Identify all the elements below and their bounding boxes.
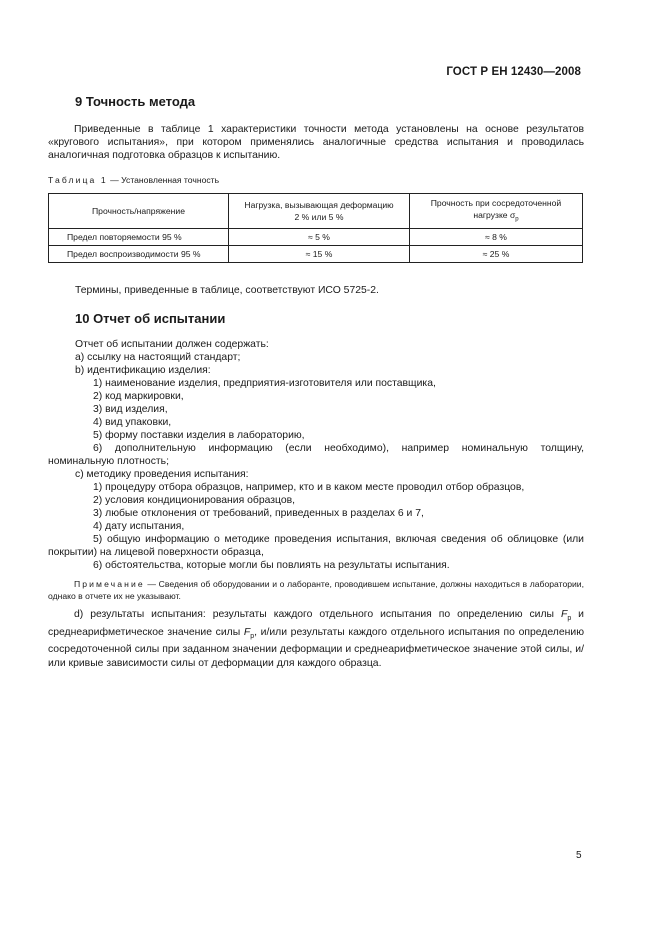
row-value-load: ≈ 5 % bbox=[229, 229, 410, 246]
header-concentrated-line1: Прочность при сосредоточенной bbox=[430, 197, 562, 208]
header-load-line1: Нагрузка, вызывающая деформацию bbox=[244, 200, 394, 210]
report-intro: Отчет об испытании должен содержать: bbox=[75, 339, 269, 350]
force-subscript: p bbox=[567, 615, 572, 623]
section-9-title: 9 Точность метода bbox=[75, 94, 196, 109]
d-text-part2: и среднеарифметическое значение силы bbox=[48, 609, 584, 638]
d-text-part3: , и/или результаты каждого отдельного испытания по определению сосредоточенной силы при заданном значении деформации и среднеарифметическое значение этой силы, и/или кривые зависимости силы от деформации для каждого образца. bbox=[48, 626, 584, 669]
d-text-part1: d) результаты испытания: результаты каждого отдельного испытания по определению силы bbox=[74, 609, 561, 620]
force-symbol: F bbox=[243, 626, 251, 638]
list-item: 2) условия кондиционирования образцов, bbox=[93, 495, 296, 506]
document-code: ГОСТ Р ЕН 12430—2008 bbox=[446, 66, 581, 78]
report-item-c: с) методику проведения испытания: bbox=[75, 469, 249, 480]
list-item: 5) форму поставки изделия в лабораторию, bbox=[93, 430, 305, 441]
page-number: 5 bbox=[576, 850, 582, 861]
list-item: 4) вид упаковки, bbox=[93, 417, 172, 428]
table-row bbox=[49, 229, 583, 246]
report-item-c6: 6) обстоятельства, которые могли бы повлиять на результаты испытания. bbox=[93, 560, 450, 571]
note bbox=[48, 578, 584, 602]
table-row bbox=[49, 246, 583, 263]
table-caption-text: — Установленная точность bbox=[107, 175, 220, 185]
section-9-paragraph: Приведенные в таблице 1 характеристики точности метода установлены на основе результатов «кругового испытания», при котором применялись аналогичные средства испытания и проводилась аналогичная подготовка образцов к испытанию. bbox=[48, 124, 584, 161]
table-1-caption bbox=[48, 175, 219, 185]
list-item: 3) вид изделия, bbox=[93, 404, 168, 415]
report-item-c5: 5) общую информацию о методике проведения испытания, включая сведения об облицовке (или покрытии) на лицевой поверхности образца, bbox=[48, 534, 584, 558]
list-item: 3) любые отклонения от требований, приведенных в разделах 6 и 7, bbox=[93, 508, 424, 519]
force-subscript: p bbox=[250, 632, 255, 640]
header-strength: Прочность/напряжение bbox=[49, 194, 229, 229]
list-item: 1) наименование изделия, предприятия-изготовителя или поставщика, bbox=[93, 378, 436, 389]
header-concentrated bbox=[410, 194, 583, 229]
row-value-concentrated: ≈ 25 % bbox=[410, 246, 583, 263]
note-label: Примечание bbox=[74, 579, 145, 589]
report-item-a: а) ссылку на настоящий стандарт; bbox=[75, 352, 241, 363]
header-load-line2: 2 % или 5 % bbox=[294, 212, 344, 222]
list-item: 2) код маркировки, bbox=[93, 391, 184, 402]
header-concentrated-line2: нагрузке σ bbox=[473, 209, 516, 220]
row-label: Предел воспроизводимости 95 % bbox=[49, 246, 229, 263]
row-label: Предел повторяемости 95 % bbox=[49, 229, 229, 246]
force-symbol: F bbox=[560, 609, 568, 620]
report-item-b6: 6) дополнительную информацию (если необходимо), например номинальную толщину, номинальную плотность; bbox=[48, 443, 584, 467]
terms-line: Термины, приведенные в таблице, соответствуют ИСО 5725-2. bbox=[75, 285, 379, 296]
header-load bbox=[229, 194, 410, 229]
row-value-load: ≈ 15 % bbox=[229, 246, 410, 263]
report-item-b: b) идентификацию изделия: bbox=[75, 365, 211, 376]
header-concentrated-subscript: p bbox=[515, 216, 519, 223]
report-item-d bbox=[48, 608, 584, 670]
note-text: — Сведения об оборудовании и о лаборанте, проводившем испытание, должны находиться в лаборатории, однако в отчете их не указывают. bbox=[48, 579, 584, 601]
table-header-row bbox=[49, 194, 583, 229]
section-10-title: 10 Отчет об испытании bbox=[75, 311, 226, 326]
table-caption-label: Таблица 1 bbox=[48, 175, 108, 185]
precision-table bbox=[48, 193, 583, 263]
list-item: 1) процедуру отбора образцов, например, кто и в каком месте проводил отбор образцов, bbox=[93, 482, 525, 493]
list-item: 4) дату испытания, bbox=[93, 521, 185, 532]
row-value-concentrated: ≈ 8 % bbox=[410, 229, 583, 246]
